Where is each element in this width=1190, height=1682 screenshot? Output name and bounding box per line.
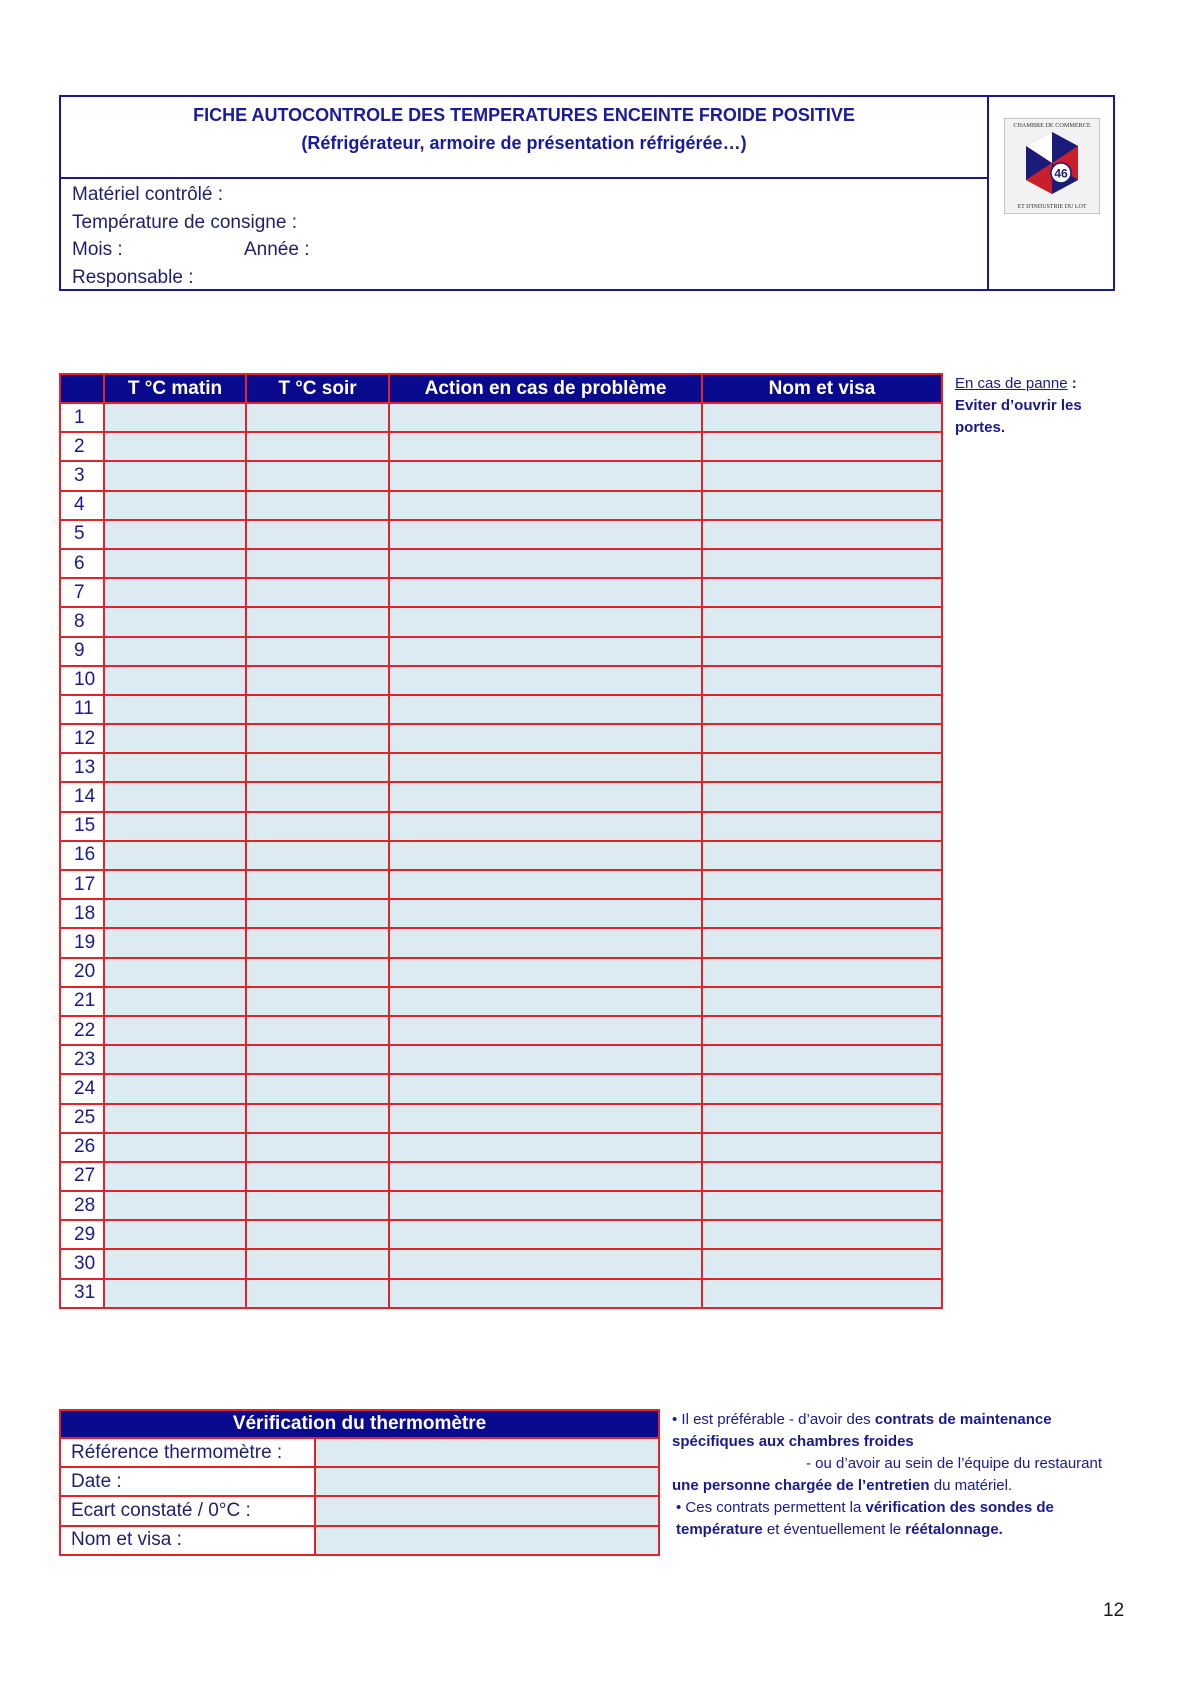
morning-temp-cell[interactable] xyxy=(104,695,246,724)
name-visa-cell[interactable] xyxy=(702,1133,942,1162)
name-visa-cell[interactable] xyxy=(702,870,942,899)
col-header-evening: T °C soir xyxy=(246,374,389,403)
evening-temp-cell[interactable] xyxy=(246,1220,389,1249)
table-row xyxy=(60,403,942,432)
evening-temp-cell[interactable] xyxy=(246,753,389,782)
action-cell[interactable] xyxy=(389,1045,702,1074)
name-visa-cell[interactable] xyxy=(702,1279,942,1308)
table-row xyxy=(60,724,942,753)
maint-p3-a: • Ces contrats permettent la xyxy=(676,1499,866,1516)
evening-temp-cell[interactable] xyxy=(246,812,389,841)
table-row xyxy=(60,1467,659,1496)
table-row xyxy=(60,607,942,636)
day-number: 19 xyxy=(60,928,104,957)
action-cell[interactable] xyxy=(389,491,702,520)
table-row xyxy=(60,1526,659,1555)
maintenance-note-p2 xyxy=(672,1453,1132,1497)
header-box xyxy=(59,95,1115,291)
morning-temp-cell[interactable] xyxy=(104,1104,246,1133)
morning-temp-cell[interactable] xyxy=(104,1220,246,1249)
morning-temp-cell[interactable] xyxy=(104,753,246,782)
maint-p2-c: du matériel. xyxy=(929,1477,1013,1494)
table-row xyxy=(60,1191,942,1220)
morning-temp-cell[interactable] xyxy=(104,958,246,987)
name-visa-cell[interactable] xyxy=(702,753,942,782)
table-row xyxy=(60,1496,659,1525)
action-cell[interactable] xyxy=(389,578,702,607)
table-row xyxy=(60,461,942,490)
day-number: 5 xyxy=(60,520,104,549)
table-row xyxy=(60,1133,942,1162)
check-value-cell[interactable] xyxy=(315,1438,659,1467)
evening-temp-cell[interactable] xyxy=(246,987,389,1016)
evening-temp-cell[interactable] xyxy=(246,403,389,432)
maintenance-note-p3 xyxy=(672,1497,1132,1541)
logo-cell xyxy=(989,97,1113,289)
evening-temp-cell[interactable] xyxy=(246,461,389,490)
table-row xyxy=(60,841,942,870)
month-year-row xyxy=(72,236,987,264)
year-label: Année : xyxy=(244,239,310,260)
thermometer-check-table xyxy=(59,1409,660,1556)
header-fields xyxy=(61,179,989,289)
morning-temp-cell[interactable] xyxy=(104,841,246,870)
day-number: 9 xyxy=(60,637,104,666)
name-visa-cell[interactable] xyxy=(702,607,942,636)
table-row xyxy=(60,1220,942,1249)
evening-temp-cell[interactable] xyxy=(246,958,389,987)
action-cell[interactable] xyxy=(389,1162,702,1191)
name-visa-cell[interactable] xyxy=(702,461,942,490)
action-cell[interactable] xyxy=(389,666,702,695)
check-label: Référence thermomètre : xyxy=(60,1438,315,1467)
name-visa-cell[interactable] xyxy=(702,841,942,870)
action-cell[interactable] xyxy=(389,1279,702,1308)
title-line-1: FICHE AUTOCONTROLE DES TEMPERATURES ENCEINTE FROIDE POSITIVE xyxy=(193,105,855,125)
maint-p2-b: une personne chargée de l’entretien xyxy=(672,1477,930,1494)
action-cell[interactable] xyxy=(389,987,702,1016)
cci-logo xyxy=(1004,118,1100,214)
day-number: 29 xyxy=(60,1220,104,1249)
name-visa-cell[interactable] xyxy=(702,549,942,578)
table-row xyxy=(60,1074,942,1103)
name-visa-cell[interactable] xyxy=(702,1045,942,1074)
morning-temp-cell[interactable] xyxy=(104,1045,246,1074)
table-row xyxy=(60,753,942,782)
table-row xyxy=(60,782,942,811)
name-visa-cell[interactable] xyxy=(702,987,942,1016)
morning-temp-cell[interactable] xyxy=(104,607,246,636)
table-row xyxy=(60,549,942,578)
evening-temp-cell[interactable] xyxy=(246,899,389,928)
name-visa-cell[interactable] xyxy=(702,578,942,607)
morning-temp-cell[interactable] xyxy=(104,928,246,957)
logo-number: 46 xyxy=(1054,166,1068,181)
day-number: 3 xyxy=(60,461,104,490)
day-number: 2 xyxy=(60,432,104,461)
maint-p3-d: réétalonnage. xyxy=(905,1521,1003,1538)
name-visa-cell[interactable] xyxy=(702,958,942,987)
name-visa-cell[interactable] xyxy=(702,1162,942,1191)
logo-bottom-text: ET D'INDUSTRIE DU LOT xyxy=(1017,204,1087,210)
action-cell[interactable] xyxy=(389,899,702,928)
table-row xyxy=(60,1438,659,1467)
evening-temp-cell[interactable] xyxy=(246,637,389,666)
table-row xyxy=(60,1162,942,1191)
table-row xyxy=(60,578,942,607)
breakdown-note-heading: En cas de panne xyxy=(955,375,1068,392)
action-cell[interactable] xyxy=(389,520,702,549)
table-row xyxy=(60,1104,942,1133)
day-number: 14 xyxy=(60,782,104,811)
day-number: 11 xyxy=(60,695,104,724)
action-cell[interactable] xyxy=(389,549,702,578)
morning-temp-cell[interactable] xyxy=(104,520,246,549)
breakdown-note xyxy=(955,373,1125,439)
day-number: 12 xyxy=(60,724,104,753)
table-row xyxy=(60,637,942,666)
table-row xyxy=(60,870,942,899)
name-visa-cell[interactable] xyxy=(702,637,942,666)
morning-temp-cell[interactable] xyxy=(104,782,246,811)
morning-temp-cell[interactable] xyxy=(104,637,246,666)
evening-temp-cell[interactable] xyxy=(246,1074,389,1103)
day-number: 6 xyxy=(60,549,104,578)
action-cell[interactable] xyxy=(389,1191,702,1220)
name-visa-cell[interactable] xyxy=(702,403,942,432)
material-label: Matériel contrôlé : xyxy=(72,184,224,205)
evening-temp-cell[interactable] xyxy=(246,841,389,870)
table-row xyxy=(60,695,942,724)
action-cell[interactable] xyxy=(389,637,702,666)
day-number: 8 xyxy=(60,607,104,636)
thermometer-check-title: Vérification du thermomètre xyxy=(60,1410,659,1438)
name-visa-cell[interactable] xyxy=(702,1249,942,1278)
morning-temp-cell[interactable] xyxy=(104,1162,246,1191)
name-visa-cell[interactable] xyxy=(702,724,942,753)
day-number: 30 xyxy=(60,1249,104,1278)
day-number: 26 xyxy=(60,1133,104,1162)
action-cell[interactable] xyxy=(389,928,702,957)
morning-temp-cell[interactable] xyxy=(104,1279,246,1308)
action-cell[interactable] xyxy=(389,607,702,636)
maint-p3-b: vérification des sondes de température xyxy=(676,1499,1054,1538)
evening-temp-cell[interactable] xyxy=(246,578,389,607)
action-cell[interactable] xyxy=(389,695,702,724)
day-number: 1 xyxy=(60,403,104,432)
table-row xyxy=(60,899,942,928)
morning-temp-cell[interactable] xyxy=(104,724,246,753)
morning-temp-cell[interactable] xyxy=(104,578,246,607)
table-row xyxy=(60,432,942,461)
day-number: 23 xyxy=(60,1045,104,1074)
temperature-table xyxy=(59,373,943,1309)
table-row xyxy=(60,1016,942,1045)
name-visa-cell[interactable] xyxy=(702,491,942,520)
name-visa-cell[interactable] xyxy=(702,1220,942,1249)
table-row xyxy=(60,1249,942,1278)
action-cell[interactable] xyxy=(389,1249,702,1278)
action-cell[interactable] xyxy=(389,724,702,753)
morning-temp-cell[interactable] xyxy=(104,461,246,490)
table-row xyxy=(60,987,942,1016)
action-cell[interactable] xyxy=(389,432,702,461)
day-number: 17 xyxy=(60,870,104,899)
name-visa-cell[interactable] xyxy=(702,666,942,695)
month-label: Mois : xyxy=(72,239,123,260)
morning-temp-cell[interactable] xyxy=(104,812,246,841)
morning-temp-cell[interactable] xyxy=(104,491,246,520)
col-header-action: Action en cas de problème xyxy=(389,374,702,403)
morning-temp-cell[interactable] xyxy=(104,1133,246,1162)
maint-p3-c: et éventuellement le xyxy=(762,1521,906,1538)
evening-temp-cell[interactable] xyxy=(246,695,389,724)
page-number: 12 xyxy=(1103,1600,1125,1621)
action-cell[interactable] xyxy=(389,958,702,987)
name-visa-cell[interactable] xyxy=(702,928,942,957)
table-row xyxy=(60,520,942,549)
temperature-table-header xyxy=(60,374,942,403)
day-number: 15 xyxy=(60,812,104,841)
morning-temp-cell[interactable] xyxy=(104,1074,246,1103)
title-line-2: (Réfrigérateur, armoire de présentation réfrigérée…) xyxy=(301,133,747,153)
day-number: 20 xyxy=(60,958,104,987)
logo-top-text: CHAMBRE DE COMMERCE xyxy=(1013,122,1091,129)
table-row xyxy=(60,666,942,695)
setpoint-label: Température de consigne : xyxy=(72,211,297,233)
action-cell[interactable] xyxy=(389,753,702,782)
action-cell[interactable] xyxy=(389,782,702,811)
evening-temp-cell[interactable] xyxy=(246,1279,389,1308)
morning-temp-cell[interactable] xyxy=(104,987,246,1016)
evening-temp-cell[interactable] xyxy=(246,666,389,695)
col-header-day xyxy=(60,374,104,403)
table-row xyxy=(60,812,942,841)
name-visa-cell[interactable] xyxy=(702,1104,942,1133)
action-cell[interactable] xyxy=(389,1104,702,1133)
breakdown-note-text: Eviter d’ouvrir les portes. xyxy=(955,397,1082,436)
day-number: 31 xyxy=(60,1279,104,1308)
evening-temp-cell[interactable] xyxy=(246,1191,389,1220)
col-header-name-visa: Nom et visa xyxy=(702,374,942,403)
action-cell[interactable] xyxy=(389,841,702,870)
action-cell[interactable] xyxy=(389,1133,702,1162)
name-visa-cell[interactable] xyxy=(702,520,942,549)
table-row xyxy=(60,1279,942,1308)
evening-temp-cell[interactable] xyxy=(246,607,389,636)
morning-temp-cell[interactable] xyxy=(104,549,246,578)
manager-label: Responsable : xyxy=(72,266,194,288)
morning-temp-cell[interactable] xyxy=(104,1016,246,1045)
morning-temp-cell[interactable] xyxy=(104,666,246,695)
check-label: Ecart constaté / 0°C : xyxy=(60,1496,315,1525)
evening-temp-cell[interactable] xyxy=(246,1104,389,1133)
col-header-morning: T °C matin xyxy=(104,374,246,403)
table-row xyxy=(60,928,942,957)
table-row xyxy=(60,958,942,987)
check-label: Date : xyxy=(60,1467,315,1496)
action-cell[interactable] xyxy=(389,461,702,490)
name-visa-cell[interactable] xyxy=(702,432,942,461)
evening-temp-cell[interactable] xyxy=(246,1016,389,1045)
maint-p2-a: - ou d’avoir au sein de l’équipe du restaurant xyxy=(806,1455,1103,1472)
evening-temp-cell[interactable] xyxy=(246,491,389,520)
day-number: 24 xyxy=(60,1074,104,1103)
check-value-cell[interactable] xyxy=(315,1496,659,1525)
morning-temp-cell[interactable] xyxy=(104,403,246,432)
day-number: 7 xyxy=(60,578,104,607)
name-visa-cell[interactable] xyxy=(702,782,942,811)
action-cell[interactable] xyxy=(389,403,702,432)
evening-temp-cell[interactable] xyxy=(246,724,389,753)
day-number: 22 xyxy=(60,1016,104,1045)
action-cell[interactable] xyxy=(389,1016,702,1045)
evening-temp-cell[interactable] xyxy=(246,432,389,461)
evening-temp-cell[interactable] xyxy=(246,1249,389,1278)
evening-temp-cell[interactable] xyxy=(246,1162,389,1191)
action-cell[interactable] xyxy=(389,1220,702,1249)
maint-p1-b: contrats de maintenance spécifiques aux chambres froides xyxy=(672,1411,1052,1450)
day-number: 21 xyxy=(60,987,104,1016)
name-visa-cell[interactable] xyxy=(702,1191,942,1220)
morning-temp-cell[interactable] xyxy=(104,899,246,928)
evening-temp-cell[interactable] xyxy=(246,928,389,957)
day-number: 18 xyxy=(60,899,104,928)
name-visa-cell[interactable] xyxy=(702,899,942,928)
action-cell[interactable] xyxy=(389,1074,702,1103)
evening-temp-cell[interactable] xyxy=(246,1045,389,1074)
check-value-cell[interactable] xyxy=(315,1526,659,1555)
evening-temp-cell[interactable] xyxy=(246,549,389,578)
morning-temp-cell[interactable] xyxy=(104,1191,246,1220)
breakdown-note-colon: : xyxy=(1067,375,1077,392)
evening-temp-cell[interactable] xyxy=(246,520,389,549)
name-visa-cell[interactable] xyxy=(702,1074,942,1103)
page-title xyxy=(61,97,989,179)
maint-p1-a: • Il est préférable - d’avoir des xyxy=(672,1411,875,1428)
maintenance-note-p1 xyxy=(672,1409,1132,1453)
action-cell[interactable] xyxy=(389,870,702,899)
evening-temp-cell[interactable] xyxy=(246,870,389,899)
evening-temp-cell[interactable] xyxy=(246,782,389,811)
table-row xyxy=(60,1045,942,1074)
day-number: 27 xyxy=(60,1162,104,1191)
day-number: 16 xyxy=(60,841,104,870)
maintenance-note xyxy=(672,1409,1132,1541)
evening-temp-cell[interactable] xyxy=(246,1133,389,1162)
action-cell[interactable] xyxy=(389,812,702,841)
morning-temp-cell[interactable] xyxy=(104,1249,246,1278)
day-number: 4 xyxy=(60,491,104,520)
morning-temp-cell[interactable] xyxy=(104,432,246,461)
day-number: 10 xyxy=(60,666,104,695)
check-label: Nom et visa : xyxy=(60,1526,315,1555)
day-number: 28 xyxy=(60,1191,104,1220)
name-visa-cell[interactable] xyxy=(702,695,942,724)
day-number: 13 xyxy=(60,753,104,782)
morning-temp-cell[interactable] xyxy=(104,870,246,899)
check-value-cell[interactable] xyxy=(315,1467,659,1496)
name-visa-cell[interactable] xyxy=(702,812,942,841)
name-visa-cell[interactable] xyxy=(702,1016,942,1045)
table-row xyxy=(60,491,942,520)
day-number: 25 xyxy=(60,1104,104,1133)
